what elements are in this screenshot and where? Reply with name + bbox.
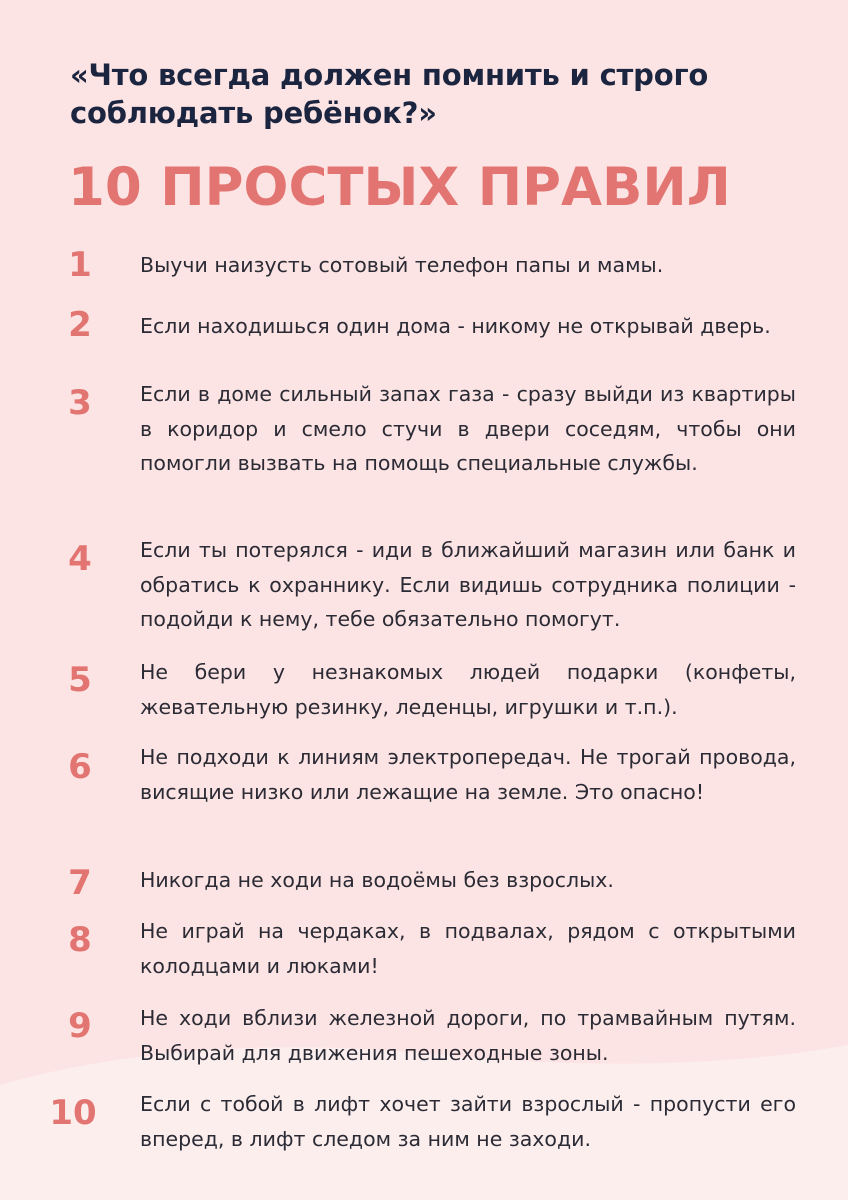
rule-text: Если с тобой в лифт хочет зайти взрослый - пропусти его вперед, в лифт следом за ним не заходи. [140,1092,796,1151]
rule-number: 5 [68,660,92,700]
rule-number: 2 [68,305,92,345]
rule-number: 1 [68,245,92,285]
rule-text: Никогда не ходи на водоёмы без взрослых. [140,868,614,892]
rule-number: 3 [68,383,92,423]
rule-text: Не ходи вблизи железной дороги, по трамвайным путям. Выбирай для движения пешеходные зоны. [140,1006,796,1065]
page-subtitle: «Что всегда должен помнить и строго соблюдать ребёнок?» [70,58,709,130]
rule-text: Если находишься один дома - никому не открывай дверь. [140,314,771,338]
rule-text: Если в доме сильный запах газа - сразу выйди из квартиры в коридор и смело стучи в двери соседям, чтобы они помогли вызвать на помощь специальные службы. [140,382,796,475]
rule-text: Не подходи к линиям электропередач. Не трогай провода, висящие низко или лежащие на земле. Это опасно! [140,745,796,804]
rule-text: Если ты потерялся - иди в ближайший магазин или банк и обратись к охраннику. Если видишь сотрудника полиции - подойди к нему, тебе обязательно помогут. [140,538,796,631]
rule-number: 8 [68,920,92,960]
rule-number: 4 [68,539,92,579]
rule-number: 9 [68,1006,92,1046]
rule-text: Выучи наизусть сотовый телефон папы и мамы. [140,253,664,277]
page-title: 10 ПРОСТЫХ ПРАВИЛ [68,157,731,218]
rule-text: Не играй на чердаках, в подвалах, рядом с открытыми колодцами и люками! [140,919,796,978]
rule-number: 6 [68,747,92,787]
rule-number: 7 [68,863,92,903]
rule-text: Не бери у незнакомых людей подарки (конфеты, жевательную резинку, леденцы, игрушки и т.п.). [140,660,796,719]
rule-number: 10 [49,1093,97,1133]
